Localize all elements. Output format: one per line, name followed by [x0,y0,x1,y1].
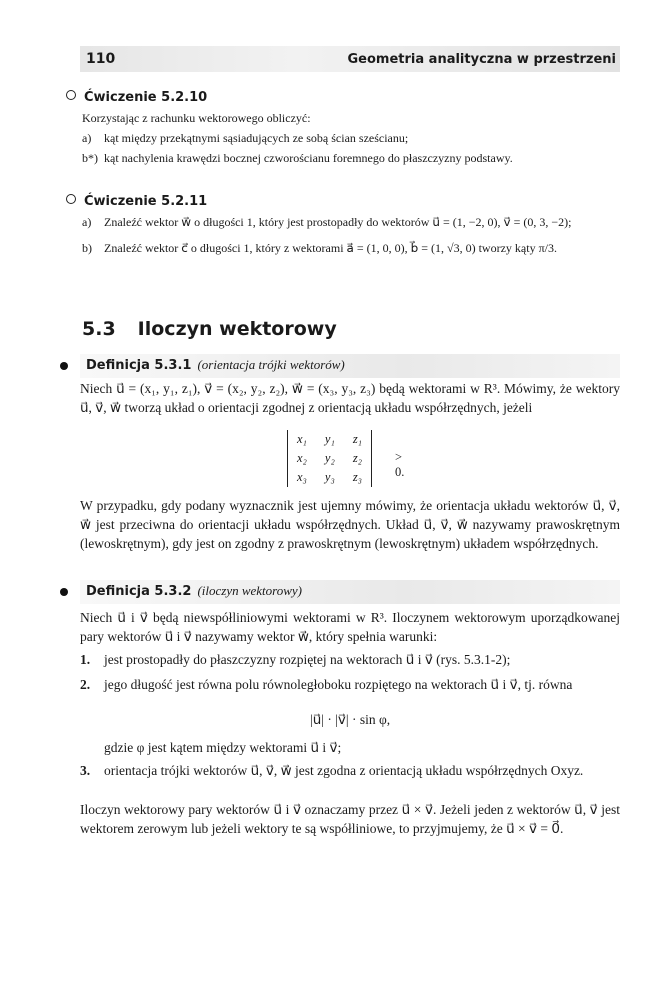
list-item: 2. jego długość jest równa polu równoległoboku rozpiętego na wektorach u⃗ i v⃗, tj. równa [80,677,573,692]
exercise-item-a: a) Znaleźć wektor w⃗ o długości 1, który jest prostopadły do wektorów u⃗ = (1, −2, 0), v⃗ = (0, 3, −2); [82,215,572,229]
determinant: x₁ y₁ z₁ x₂ y₂ z₂ x₃ y₃ z₃ > 0. [287,430,372,487]
definition-bullet-icon [60,362,68,370]
exercise-5-2-10 [66,88,626,168]
definition-title: Definicja 5.3.2 (iloczyn wektorowy) [86,583,303,599]
definition-bullet-icon [60,588,68,596]
condition-list [80,738,620,780]
exercise-item-b: b*) kąt nachylenia krawędzi bocznej czworościanu foremnego do płaszczyzny podstawy. [82,151,513,165]
definition-title: Definicja 5.3.1 (orientacja trójki wektorów) [86,357,345,373]
exercise-item-a: a) kąt między przekątnymi sąsiadujących ze sobą ścian sześcianu; [82,131,409,145]
exercise-intro: Korzystając z rachunku wektorowego obliczyć: [82,111,311,125]
exercise-circle-icon [66,90,76,100]
exercise-title: Ćwiczenie 5.2.11 [84,194,208,209]
section-heading [82,318,337,340]
list-item: 3. orientacja trójki wektorów u⃗, v⃗, w⃗ jest zgodna z orientacją układu współrzędnych Oxyz. [80,763,584,778]
page-number: 110 [86,51,116,67]
definition-text: Iloczyn wektorowy pary wektorów u⃗ i v⃗ oznaczamy przez u⃗ × v⃗. Jeżeli jeden z wektorów u⃗, v⃗ jest wektorem zerowym lub jeżeli wektory te są współliniowe, to przyjmujemy, że u⃗ × v⃗ = 0⃗. [80,802,620,836]
definition-text: W przypadku, gdy podany wyznacznik jest ujemny mówimy, że orientacja układu wektorów u⃗, v⃗, w⃗ jest przeciwna do orientacji układu współrzędnych. Układ u⃗, v⃗, w⃗ nazywamy prawoskrętnym (lewoskrętnym), gdy jest on zgodny z prawoskrętnym (lewoskrętnym) układem współrzędnych. [80,498,620,551]
section-title: Iloczyn wektorowy [137,318,337,340]
list-item: gdzie φ jest kątem między wektorami u⃗ i v⃗; [104,740,342,755]
condition-list [80,650,620,694]
exercise-circle-icon [66,194,76,204]
definition-text: Niech u⃗ = (x₁, y₁, z₁), v⃗ = (x₂, y₂, z₂), w⃗ = (x₃, y₃, z₃) będą wektorami w R³. Mówimy, że wektory u⃗, v⃗, w⃗ tworzą układ o orientacji zgodnej z orientacją układu współrzędnych, jeżeli [80,381,620,415]
running-header [80,46,620,72]
exercise-5-2-11 [66,192,626,258]
running-title: Geometria analityczna w przestrzeni [347,51,616,67]
section-number: 5.3 [82,318,116,340]
definition-text: Niech u⃗ i v⃗ będą niewspółliniowymi wektorami w R³. Iloczynem wektorowym uporządkowanej pary wektorów u⃗ i v⃗ nazywamy wektor w⃗, który spełnia warunki: [80,610,620,644]
formula: |u⃗| · |v⃗| · sin φ, [310,712,391,727]
determinant-condition: > 0. [395,450,405,479]
exercise-title: Ćwiczenie 5.2.10 [84,90,208,105]
list-item: 1. jest prostopadły do płaszczyzny rozpiętej na wektorach u⃗ i v⃗ (rys. 5.3.1-2); [80,652,511,667]
exercise-item-b: b) Znaleźć wektor c⃗ o długości 1, który z wektorami a⃗ = (1, 0, 0), b⃗ = (1, √3, 0) tworzy kąty π/3. [82,241,557,255]
